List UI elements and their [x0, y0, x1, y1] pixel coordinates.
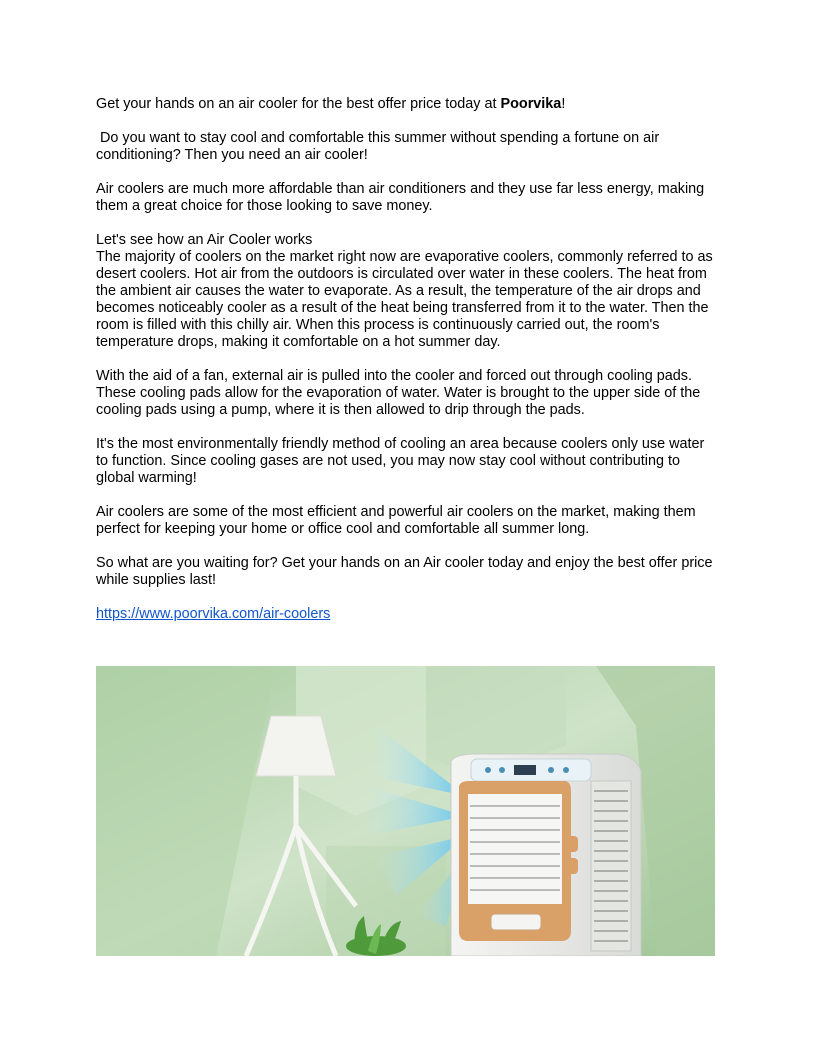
brand-name: Poorvika	[500, 96, 562, 112]
paragraph-affordable: Air coolers are much more affordable than air conditioners and they use far less energy, making them a great choice for those looking to save money.	[96, 181, 705, 214]
intro-text: Get your hands on an air cooler for the best offer price today at	[96, 96, 501, 112]
document-body	[96, 96, 720, 640]
paragraph-evaporative: The majority of coolers on the market right now are evaporative coolers, commonly referred to as desert coolers. Hot air from the outdoors is circulated over water in these coolers. The heat from the ambient air causes the water to evaporate. As a result, the temperature of the air drops and becomes noticeably cooler as a result of the heat being transferred from it to the water. Then the room is filled with this chilly air. When this process is continuously carried out, the room's temperature drops, making it comfortable on a hot summer day.	[96, 249, 713, 350]
paragraph-environment: It's the most environmentally friendly method of cooling an area because coolers only use water to function. Since cooling gases are not used, you may now stay cool without contributing to global warming!	[96, 436, 705, 486]
section-how-it-works	[96, 232, 720, 351]
how-heading: Let's see how an Air Cooler works	[96, 232, 313, 248]
paragraph-summer: Do you want to stay cool and comfortable this summer without spending a fortune on air conditioning? Then you need an air cooler!	[96, 130, 664, 163]
paragraph-fan: With the aid of a fan, external air is pulled into the cooler and forced out through cooling pads. These cooling pads allow for the evaporation of water. Water is brought to the upper side of the cooling pads using a pump, where it is then allowed to drip through the pads.	[96, 368, 701, 418]
intro-paragraph	[96, 96, 720, 113]
link-paragraph	[96, 606, 720, 623]
paragraph-cta: So what are you waiting for? Get your hands on an Air cooler today and enjoy the best offer price while supplies last!	[96, 555, 713, 588]
intro-end: !	[561, 96, 566, 112]
air-cooler-product-image	[96, 666, 715, 956]
paragraph-efficient: Air coolers are some of the most efficient and powerful air coolers on the market, making them perfect for keeping your home or office cool and comfortable all summer long.	[96, 504, 696, 537]
air-cooler-unit	[451, 754, 641, 956]
poorvika-air-coolers-link[interactable]: https://www.poorvika.com/air-coolers	[96, 606, 331, 622]
